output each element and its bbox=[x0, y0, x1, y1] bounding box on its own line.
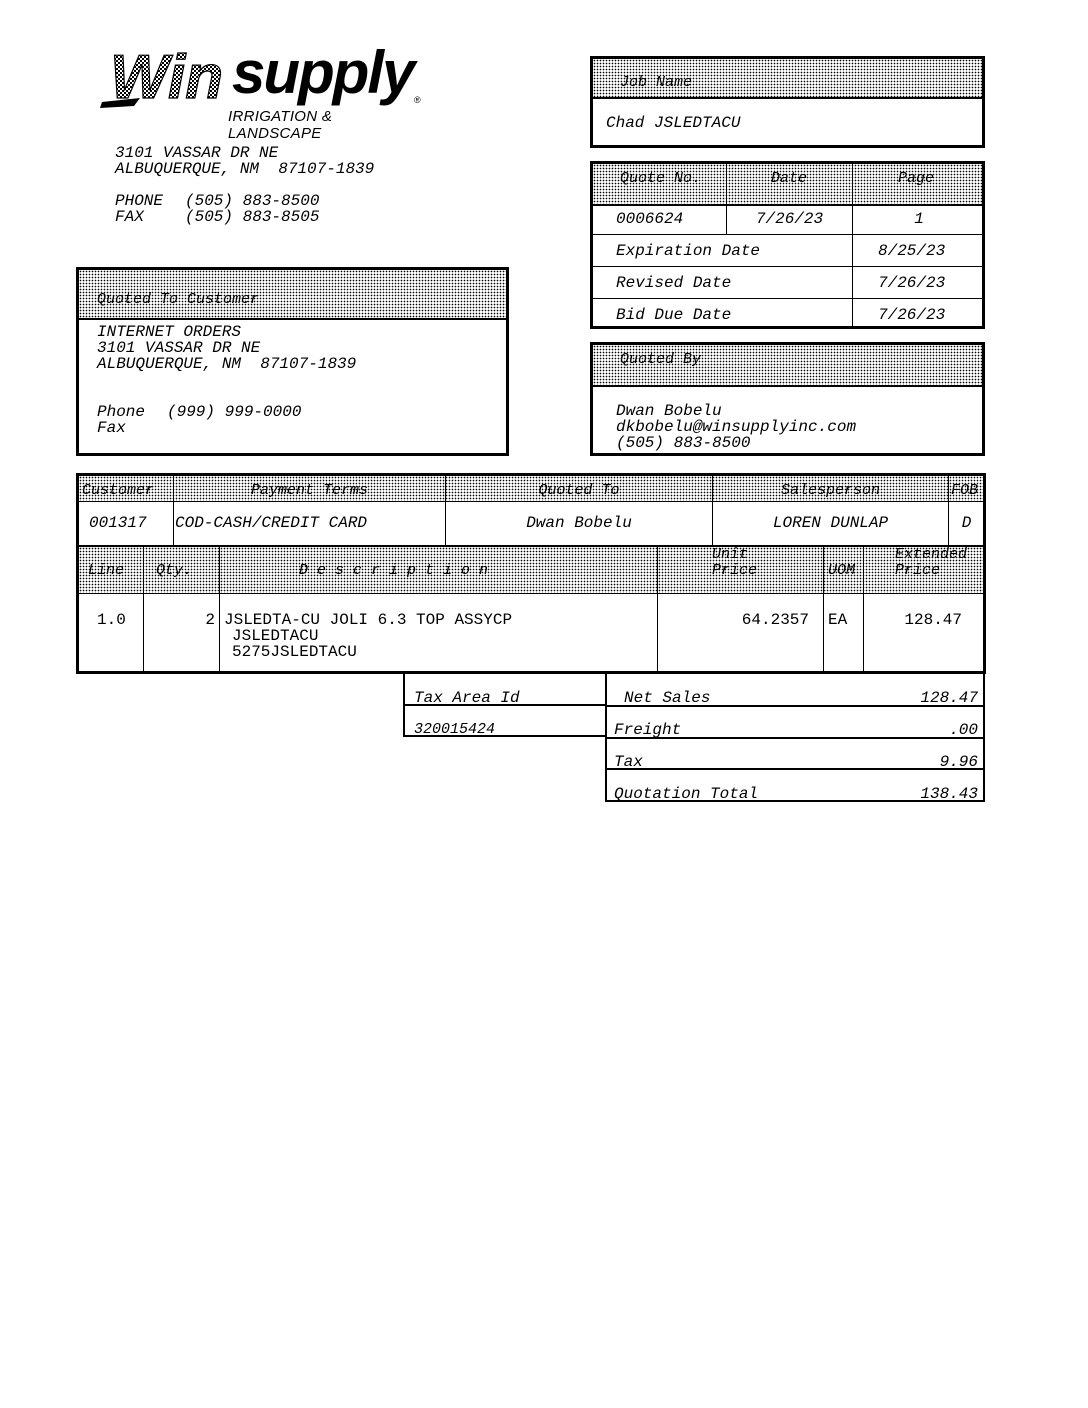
fob-header: FOB bbox=[951, 482, 979, 499]
description-header: D e s c r i p t i o n bbox=[299, 562, 489, 579]
page-value: 1 bbox=[914, 210, 924, 228]
svg-text:Win: Win bbox=[110, 43, 224, 112]
tax-area-label: Tax Area Id bbox=[414, 689, 520, 707]
quoted-by-name: Dwan Bobelu bbox=[616, 402, 722, 420]
quoted-by-label: Quoted By bbox=[620, 351, 702, 368]
qty-value: 2 bbox=[205, 611, 215, 629]
job-name-value: Chad JSLEDTACU bbox=[606, 114, 741, 132]
extended-header-1: Extended bbox=[895, 546, 968, 563]
fob-value: D bbox=[961, 514, 972, 532]
quoted-to-customer-box bbox=[76, 267, 509, 456]
description-line-3: 5275JSLEDTACU bbox=[232, 643, 357, 661]
unit-price-header-2: Price bbox=[712, 562, 758, 579]
extended-value: 128.47 bbox=[904, 611, 962, 629]
tax-value: 9.96 bbox=[939, 753, 978, 771]
expiration-value: 8/25/23 bbox=[878, 242, 946, 260]
description-line-1: JSLEDTA-CU JOLI 6.3 TOP ASSYCP bbox=[224, 611, 513, 629]
customer-phone-label: Phone bbox=[97, 403, 146, 421]
company-phone-label: PHONE bbox=[115, 192, 164, 210]
order-table bbox=[76, 473, 986, 674]
uom-value: EA bbox=[828, 611, 848, 629]
quoted-by-phone: (505) 883-8500 bbox=[616, 434, 751, 452]
company-fax: (505) 883-8505 bbox=[185, 208, 320, 226]
line-value: 1.0 bbox=[97, 611, 126, 629]
freight-label: Freight bbox=[614, 721, 682, 739]
logo-subtitle: IRRIGATION & LANDSCAPE bbox=[228, 108, 333, 142]
quoted-by-email: dkbobelu@winsupplyinc.com bbox=[616, 418, 857, 436]
tax-label: Tax bbox=[614, 753, 643, 771]
customer-header: Customer bbox=[82, 482, 155, 499]
quote-info-box bbox=[590, 161, 985, 329]
description-line-2: JSLEDTACU bbox=[232, 627, 319, 645]
bid-due-value: 7/26/23 bbox=[878, 306, 946, 324]
quotation-total-value: 138.43 bbox=[920, 785, 978, 803]
revised-value: 7/26/23 bbox=[878, 274, 946, 292]
quotation-total-label: Quotation Total bbox=[614, 785, 759, 803]
net-sales-label: Net Sales bbox=[624, 689, 711, 707]
line-header: Line bbox=[88, 562, 125, 579]
tax-area-value: 320015424 bbox=[414, 721, 496, 738]
company-phone: (505) 883-8500 bbox=[185, 192, 320, 210]
quoted-to-header: Quoted To bbox=[538, 482, 620, 499]
customer-line-1: INTERNET ORDERS bbox=[97, 323, 242, 341]
payment-terms-header: Payment Terms bbox=[250, 482, 369, 499]
salesperson-value: LOREN DUNLAP bbox=[772, 514, 889, 532]
qty-header: Qty. bbox=[156, 562, 193, 579]
uom-header: UOM bbox=[828, 562, 856, 579]
quoted-to-value: Dwan Bobelu bbox=[526, 514, 632, 532]
registered-mark-icon: ® bbox=[414, 95, 421, 105]
unit-price-header-1: Unit bbox=[712, 546, 749, 563]
quoted-by-box bbox=[590, 342, 985, 456]
company-fax-label: FAX bbox=[115, 208, 144, 226]
job-name-label: Job Name bbox=[620, 74, 693, 91]
page-label: Page bbox=[898, 170, 935, 187]
quoted-to-customer-label: Quoted To Customer bbox=[97, 291, 260, 308]
date-label: Date bbox=[771, 170, 808, 187]
extended-header-2: Price bbox=[895, 562, 941, 579]
customer-line-2: 3101 VASSAR DR NE bbox=[97, 339, 261, 357]
job-name-box bbox=[590, 56, 985, 148]
company-address-2: ALBUQUERQUE, NM 87107-1839 bbox=[115, 160, 375, 178]
bid-due-label: Bid Due Date bbox=[616, 306, 732, 324]
customer-phone: (999) 999-0000 bbox=[167, 403, 302, 421]
payment-terms-value: COD-CASH/CREDIT CARD bbox=[175, 514, 368, 532]
date-value: 7/26/23 bbox=[755, 210, 824, 228]
net-sales-value: 128.47 bbox=[920, 689, 978, 707]
unit-price-value: 64.2357 bbox=[741, 611, 809, 629]
revised-label: Revised Date bbox=[616, 274, 732, 292]
company-logo bbox=[100, 39, 430, 142]
customer-line-3: ALBUQUERQUE, NM 87107-1839 bbox=[97, 355, 357, 373]
expiration-label: Expiration Date bbox=[616, 242, 761, 260]
customer-fax-label: Fax bbox=[97, 419, 126, 437]
freight-value: .00 bbox=[949, 721, 978, 739]
salesperson-header: Salesperson bbox=[780, 482, 881, 499]
quote-no-label: Quote No. bbox=[620, 170, 702, 187]
customer-value: 001317 bbox=[89, 514, 147, 532]
logo-word: supply bbox=[232, 39, 414, 106]
quote-no-value: 0006624 bbox=[616, 210, 684, 228]
company-address-1: 3101 VASSAR DR NE bbox=[115, 144, 279, 162]
